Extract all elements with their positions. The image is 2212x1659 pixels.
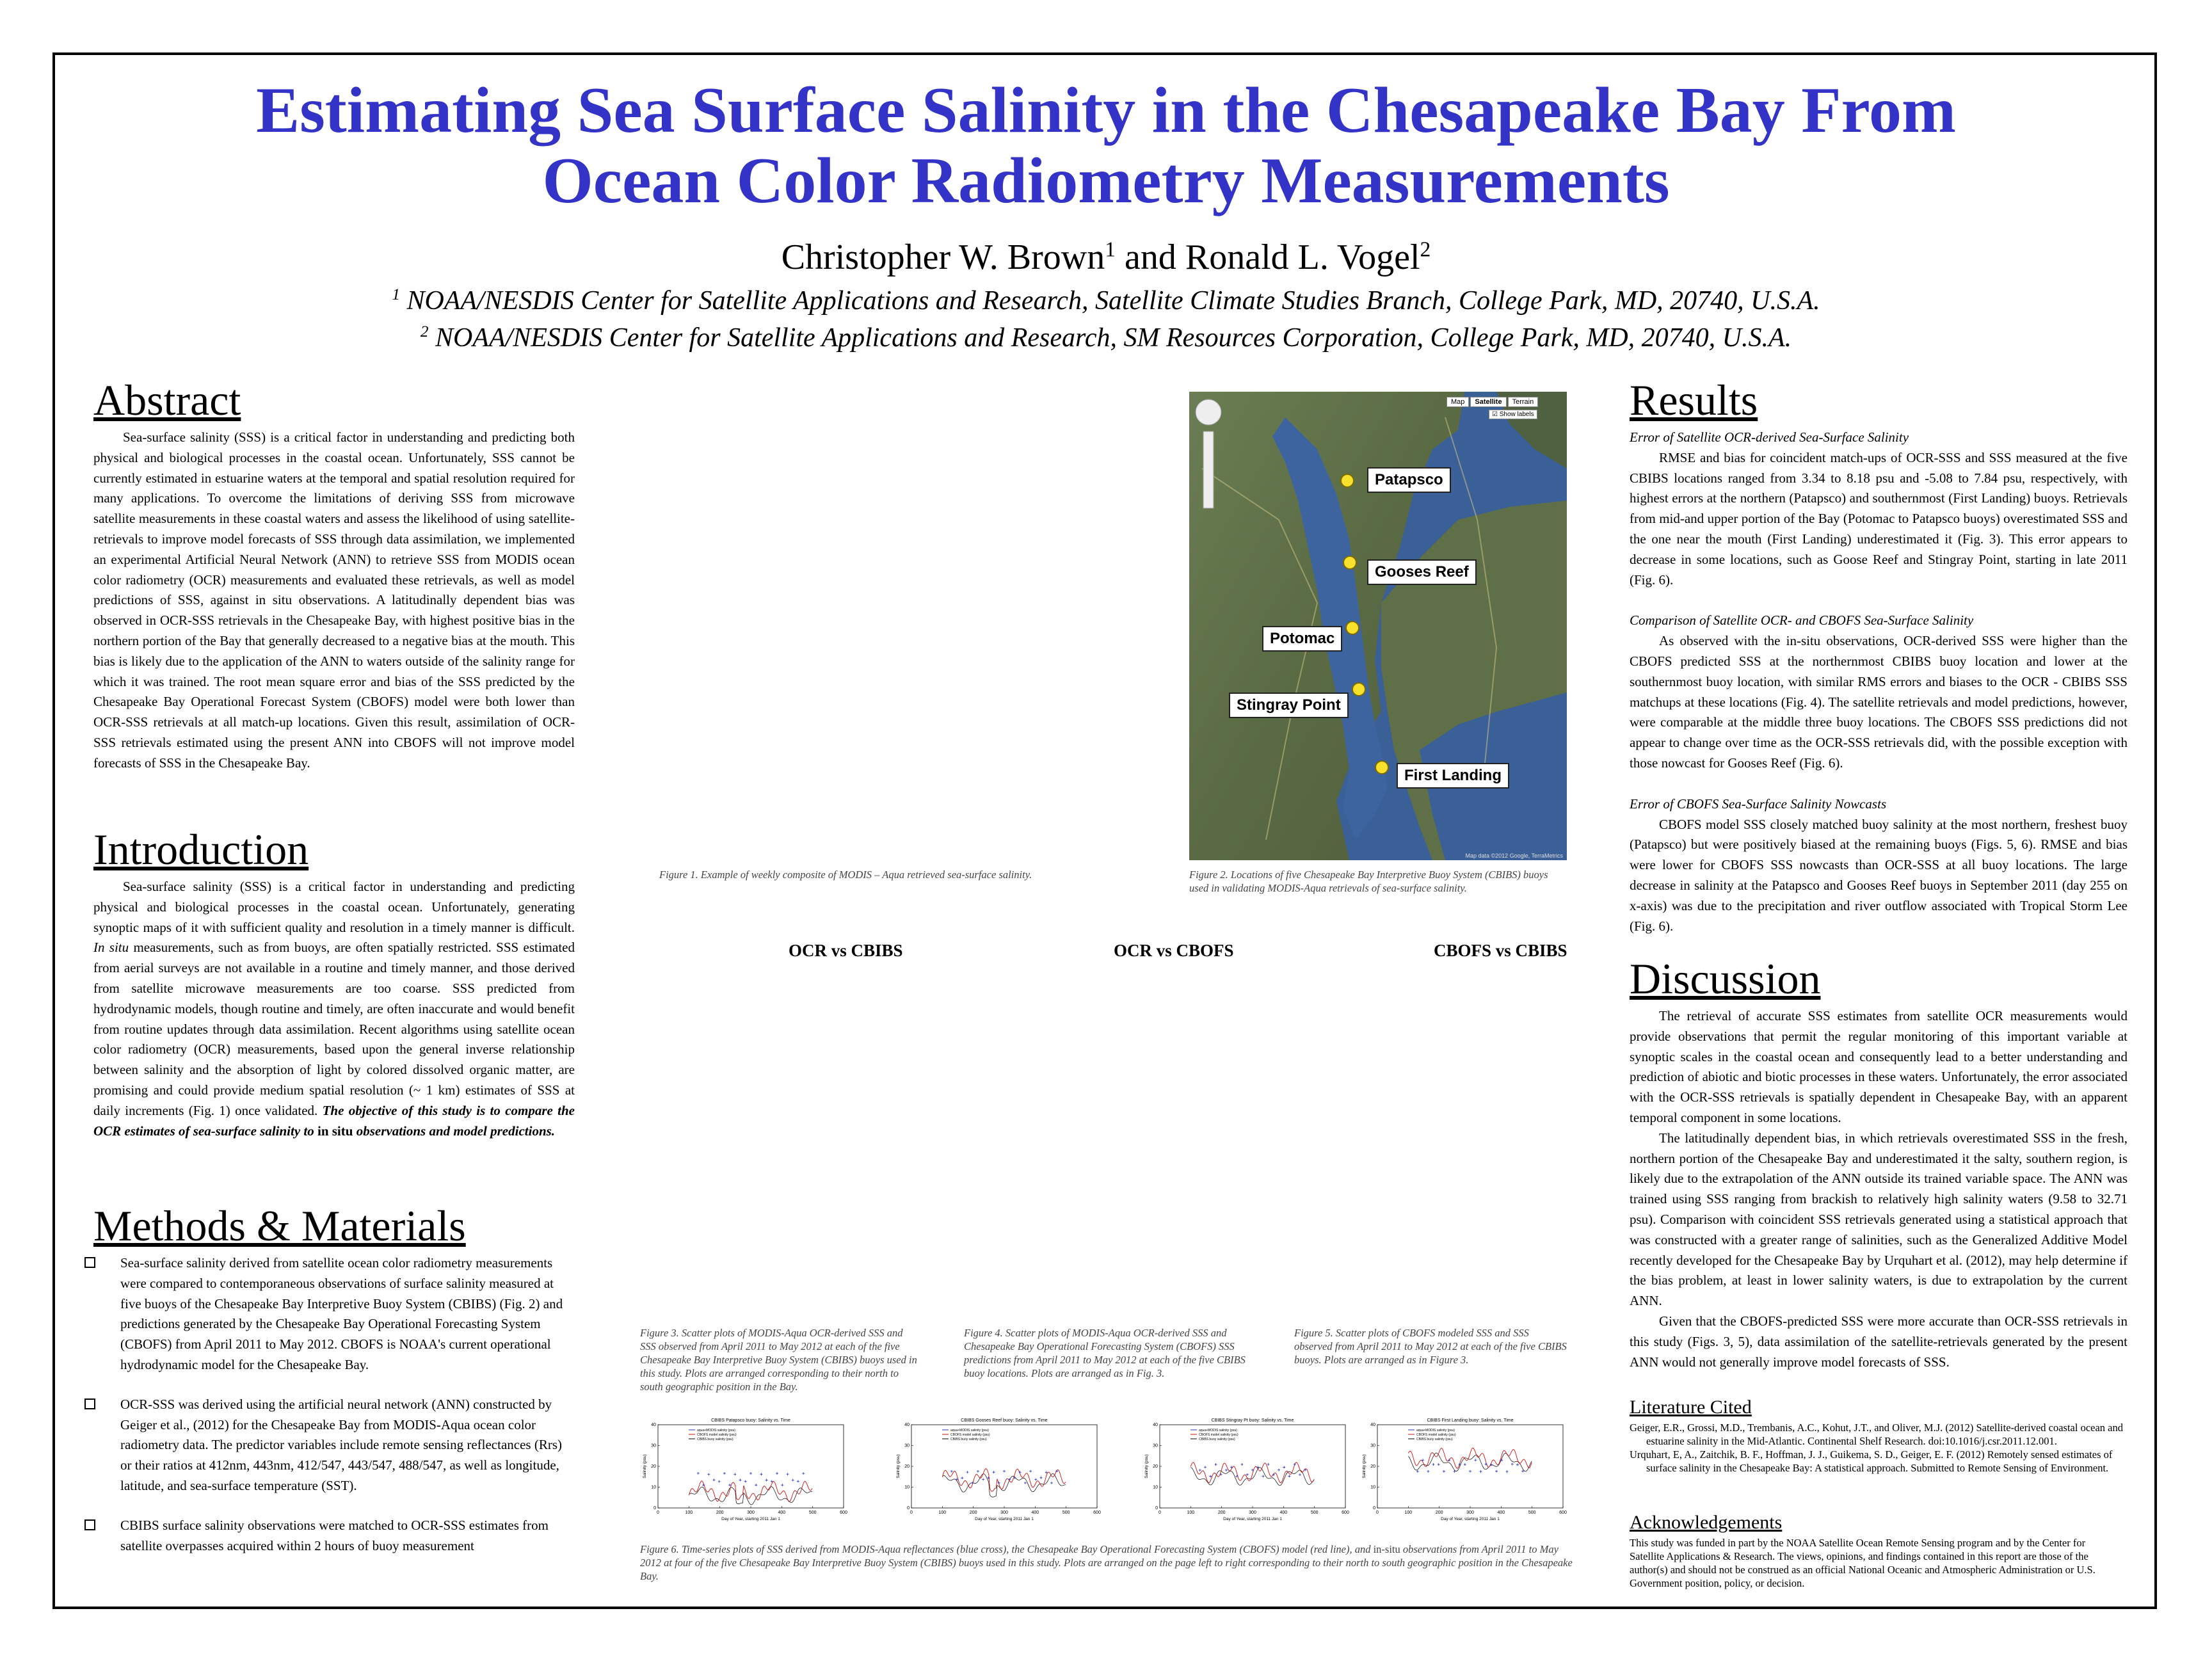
x-tick-label: 500	[1062, 1511, 1070, 1515]
plot-title: CBIBS Gooses Reef buoy: Salinity vs. Time	[961, 1418, 1048, 1423]
modis-point	[765, 1479, 768, 1481]
modis-point	[797, 1480, 799, 1482]
legend-label: aqua+MODIS salinity (psu)	[1416, 1429, 1455, 1432]
modis-point	[1214, 1463, 1217, 1466]
modis-point	[1003, 1470, 1006, 1473]
results-p1: RMSE and bias for coincident match-ups of OCR-SSS and SSS measured at the five CBIBS locations ranged from 3.34 to 8.18 psu and -5.08 to 7.84 psu, respectively, with highest errors at the northern (Patapsco) and southernmost (First Landing) buoys. Retrievals from mid-and upper portion of the Bay (Potomac to Patapsco buoys) overestimated SSS and the one near the mouth (First Landing) underestimated it (Fig. 3). This error appears to decrease in some locations, such as Goose Reef and Stingray Point, starting in late 2011 (Fig. 6).	[1630, 449, 2128, 588]
intro-text-2: measurements, such as from buoys, are often spatially restricted. SSS estimated from aerial surveys are not available in a routine and timely manner, and those derived from satellite microwave measurements are too coarse. SSS predicted from hydrodynamic models, though routine and timely, are often inaccurate and would benefit from routine updates through data assimilation. Recent algorithms using satellite ocean color radiometry (OCR) measurements, based upon the general inverse relationship between salinity and the absorption of light by colored dissolved organic matter, are promising and could provide medium spatial resolution (~ 1 km) estimates of SSS at daily increments (Fig. 1) once validated.	[93, 940, 575, 1118]
legend-label: CBOFS model salinity (psu)	[1416, 1433, 1456, 1437]
legend-label: CBIBS buoy salinity (psu)	[950, 1438, 987, 1441]
plot-title: CBIBS First Landing buoy: Salinity vs. Time	[1427, 1418, 1514, 1423]
y-tick-label: 40	[904, 1423, 910, 1427]
x-tick-label: 300	[747, 1511, 755, 1515]
modis-point	[723, 1472, 726, 1475]
y-axis-label: Salinity (psu)	[1144, 1454, 1149, 1479]
figure-5-caption: Figure 5. Scatter plots of CBOFS modeled SSS and SSS observed from April 2011 to May 2012 at each of the five CBIBS buoys. Plots are arranged as in Figure 3.	[1294, 1327, 1567, 1366]
results-p3: CBOFS model SSS closely matched buoy salinity at the most northern, freshest buoy (Patapsco) but were positively biased at the remaining buoys (Figs. 5, 6). RMSE and bias were lower for CBOFS SSS nowcasts than OCR-SSS at all buoy locations. The large decrease in salinity at the Patapsco and Gooses Reef buoys in September 2011 (day 255 on x-axis) was due to the precipitation and river outflow associated with Tropical Storm Lee (Fig. 6).	[1630, 816, 2128, 934]
y-tick-label: 0	[653, 1506, 656, 1511]
modis-point	[1246, 1473, 1249, 1476]
modis-point	[1516, 1463, 1519, 1466]
modis-point	[1299, 1473, 1301, 1476]
modis-point	[1034, 1479, 1037, 1481]
x-axis-label: Day of Year, starting 2011 Jan 1	[721, 1517, 780, 1521]
modis-point	[1267, 1463, 1270, 1466]
modis-point	[760, 1473, 762, 1475]
figure-3-caption: Figure 3. Scatter plots of MODIS-Aqua OCR-derived SSS and SSS observed from April 2011 to May 2012 at each of the five Chesapeake Bay Interpretive Buoy System (CBIBS) buoys used in this study. Plots are arranged corresponding to their north to south geographic position in the Bay.	[640, 1327, 917, 1393]
poster-title-line2: Ocean Color Radiometry Measurements	[542, 145, 1670, 217]
x-tick-label: 100	[1404, 1511, 1413, 1515]
checkbox-icon	[84, 1519, 95, 1530]
legend-label: CBIBS buoy salinity (psu)	[697, 1438, 733, 1441]
modis-point	[1241, 1463, 1244, 1466]
methods-bullet-2	[82, 1395, 575, 1496]
map-type-buttons	[1447, 397, 1538, 407]
x-tick-label: 0	[1376, 1511, 1379, 1515]
modis-point	[733, 1473, 736, 1475]
modis-point	[982, 1478, 984, 1480]
legend-label: CBOFS model salinity (psu)	[1199, 1433, 1238, 1437]
x-tick-label: 100	[938, 1511, 947, 1515]
modis-point	[1432, 1463, 1434, 1466]
x-tick-label: 100	[1187, 1511, 1195, 1515]
y-axis-label: Salinity (psu)	[896, 1454, 901, 1479]
map-attribution: Map data ©2012 Google, TerraMetrics	[1465, 853, 1563, 859]
abstract-body	[93, 428, 575, 774]
legend-label: CBOFS model salinity (psu)	[697, 1433, 737, 1437]
column-header-ocr-vs-cbofs: OCR vs CBOFS	[1114, 941, 1234, 960]
y-tick-label: 20	[1153, 1464, 1158, 1469]
buoy-dot-gooses-reef	[1343, 556, 1357, 570]
figure-4-caption: Figure 4. Scatter plots of MODIS-Aqua OCR-derived SSS and Chesapeake Bay Operational Forecasting System (CBOFS) SSS predictions from April 2011 to May 2012 at each of the five CBIBS buoy locations. Plots are arranged as in Fig. 3.	[964, 1327, 1246, 1379]
map-label-patapsco: Patapsco	[1367, 467, 1451, 493]
figure-2-caption: Figure 2. Locations of five Chesapeake Bay Interpretive Buoy System (CBIBS) buoys used in validating MODIS-Aqua retrievals of sea-surface salinity.	[1189, 869, 1548, 894]
affiliation-2	[0, 323, 2212, 353]
author-2: Ronald L. Vogel	[1185, 237, 1420, 277]
modis-point	[787, 1473, 789, 1475]
x-tick-label: 500	[1310, 1511, 1318, 1515]
intro-insitu: In situ	[93, 940, 129, 956]
modis-point	[718, 1480, 721, 1483]
modis-point	[1506, 1470, 1509, 1473]
map-button[interactable]: Map	[1447, 397, 1469, 407]
modis-point	[1040, 1477, 1043, 1479]
modis-point	[1511, 1463, 1514, 1466]
cbofs-series-line	[1190, 1463, 1314, 1483]
intro-objective-end: observations and model predictions.	[356, 1123, 556, 1139]
map-label-stingray-point: Stingray Point	[1229, 693, 1349, 718]
modis-point	[987, 1477, 990, 1479]
modis-point	[707, 1473, 710, 1475]
x-axis-label: Day of Year, starting 2011 Jan 1	[975, 1517, 1034, 1521]
abstract-heading: Abstract	[93, 376, 241, 424]
results-sub-1: Error of Satellite OCR-derived Sea-Surface Salinity	[1630, 429, 1909, 445]
y-tick-label: 30	[651, 1443, 656, 1448]
modis-point	[1495, 1470, 1498, 1473]
figure-1-caption: Figure 1. Example of weekly composite of MODIS – Aqua retrieved sea-surface salinity.	[659, 869, 1032, 881]
x-tick-label: 0	[910, 1511, 913, 1515]
author-1-sup: 1	[1105, 237, 1116, 262]
figure-6-caption	[640, 1543, 1575, 1583]
introduction-text	[93, 877, 575, 1141]
plot-frame	[1160, 1425, 1345, 1508]
acknowledgements-heading: Acknowledgements	[1630, 1512, 1783, 1533]
modis-point	[728, 1484, 731, 1486]
affiliation-1-sup: 1	[392, 286, 400, 303]
modis-point	[961, 1477, 963, 1479]
abstract-text: Sea-surface salinity (SSS) is a critical factor in understanding and predicting both physical and biological processes in the coastal ocean. Unfortunately, SSS cannot be currently estimated in estuarine waters at the temporal and spatial resolution required for many applications. To overcome the limitations of deriving SSS from microwave satellite measurements in these coastal waters and assess the likelihood of using satellite-retrievals to improve model forecasts of SSS through data assimilation, we implemented an experimental Artificial Neural Network (ANN) to retrieve SSS from MODIS ocean color radiometry (OCR) measurements and evaluated these retrievals, as well as model predictions of SSS, against in situ observations. A latitudinally dependent bias was observed in OCR-SSS retrievals in the Chesapeake Bay, with highest positive bias in the northern portion of the Bay that generally decreased to a negative bias at the mouth. This bias is likely due to the application of the ANN to waters outside of the salinity range for which it was trained. The root mean square error and bias of the SSS predicted by the Chesapeake Bay Operational Forecast System (CBOFS) model were both lower than OCR-SSS retrievals at all match-up locations. Given this result, assimilation of OCR-SSS retrievals estimated using the present ANN into CBOFS will not improve model forecasts of SSS in the Chesapeake Bay.	[93, 429, 575, 771]
modis-point	[993, 1471, 995, 1473]
x-tick-label: 200	[716, 1511, 724, 1515]
plot-frame	[658, 1425, 844, 1508]
modis-point	[802, 1472, 805, 1475]
modis-point	[749, 1472, 752, 1475]
column-header-cbofs-vs-cbibs: CBOFS vs CBIBS	[1434, 941, 1567, 960]
y-tick-label: 30	[904, 1443, 910, 1448]
acknowledgements-text: This study was funded in part by the NOAA Satellite Ocean Remote Sensing program and by the Center for Satellite Applications & Research. The views, opinions, and findings contained in this report are those of the author(s) and should not be construed as an official National Oceanic and Atmospheric Administration or U.S. Government position, policy, or decision.	[1630, 1537, 2096, 1589]
cbibs-series-line	[1408, 1453, 1532, 1471]
x-tick-label: 0	[1158, 1511, 1161, 1515]
modis-point	[697, 1472, 700, 1475]
x-tick-label: 600	[1093, 1511, 1101, 1515]
cbibs-series-line	[689, 1487, 812, 1505]
show-labels-text: Show labels	[1499, 411, 1534, 418]
modis-point	[792, 1479, 794, 1482]
legend-label: CBOFS model salinity (psu)	[950, 1433, 990, 1437]
buoy-location-map	[1189, 392, 1567, 860]
plot-frame	[911, 1425, 1097, 1508]
y-axis-label: Salinity (psu)	[643, 1454, 647, 1479]
discussion-p3: Given that the CBOFS-predicted SSS were more accurate than OCR-SSS retrievals in this study (Figs. 3, 5), data assimilation of the satellite-retrievals generated by the present ANN would not generally improve model forecasts of SSS.	[1630, 1313, 2128, 1370]
plot-frame	[1377, 1425, 1563, 1508]
y-tick-label: 20	[904, 1464, 910, 1469]
show-labels-checkbox[interactable]: ☑ Show labels	[1489, 410, 1537, 419]
reference-2: Urquhart, E, A., Zaitchik, B. F., Hoffman, J. J., Guikema, S. D., Geiger, E. F. (2012) Remotely sensed estimates of surface salinity in the Chesapeake Bay: A statistical approach. Submitted to Remote Sensing of Environment.	[1630, 1448, 2113, 1474]
x-axis-label: Day of Year, starting 2011 Jan 1	[1441, 1517, 1500, 1521]
modis-point	[1029, 1470, 1032, 1473]
y-tick-label: 0	[907, 1506, 910, 1511]
y-tick-label: 40	[1370, 1423, 1375, 1427]
modis-point	[781, 1484, 783, 1486]
x-tick-label: 500	[1528, 1511, 1536, 1515]
terrain-button[interactable]: Terrain	[1508, 397, 1539, 407]
timeseries-plot-first-landing	[1359, 1416, 1571, 1528]
buoy-dot-patapsco	[1340, 474, 1354, 488]
checkbox-icon	[84, 1257, 95, 1268]
x-tick-label: 600	[1342, 1511, 1349, 1515]
modis-point	[1204, 1466, 1206, 1468]
map-label-first-landing: First Landing	[1397, 763, 1509, 789]
modis-point	[744, 1480, 747, 1483]
y-tick-label: 30	[1153, 1443, 1158, 1448]
y-tick-label: 30	[1370, 1443, 1375, 1448]
introduction-heading: Introduction	[93, 825, 309, 874]
y-tick-label: 40	[1153, 1423, 1158, 1427]
x-tick-label: 200	[969, 1511, 977, 1515]
modis-point	[776, 1472, 778, 1475]
modis-point	[950, 1470, 953, 1473]
methods-bullet-1-text: Sea-surface salinity derived from satellite ocean color radiometry measurements were compared to contemporaneous observations of surface salinity measured at five buoys of the Chesapeake Bay Interpretive Buoy System (CBIBS) (Fig. 2) and predictions generated by the Chesapeake Bay Operational Forecasting System (CBOFS) from April 2011 to May 2012. CBOFS is NOAA's current operational hydrodynamic model for the Chesapeake Bay.	[120, 1255, 563, 1372]
plot-title: CBIBS Patapsco buoy: Salinity vs. Time	[711, 1418, 790, 1423]
results-heading: Results	[1630, 376, 1758, 424]
modis-point	[966, 1471, 968, 1473]
y-tick-label: 20	[1370, 1464, 1375, 1469]
modis-point	[1438, 1463, 1440, 1466]
x-tick-label: 400	[778, 1511, 786, 1515]
modis-point	[1024, 1482, 1027, 1484]
y-tick-label: 40	[651, 1423, 656, 1427]
timeseries-plot-patapsco	[640, 1416, 851, 1528]
methods-bullet-3-text: CBIBS surface salinity observations were matched to OCR-SSS estimates from satellite overpasses acquired within 2 hours of buoy measurement	[120, 1517, 549, 1553]
satellite-button[interactable]: Satellite	[1470, 397, 1506, 407]
x-tick-label: 0	[657, 1511, 659, 1515]
intro-objective: The objective of this study is to compare the OCR estimates of sea-surface salinity to	[93, 1102, 575, 1139]
cbofs-series-line	[1408, 1448, 1532, 1468]
column-header-ocr-vs-cbibs: OCR vs CBIBS	[789, 941, 903, 960]
methods-bullet-3	[82, 1516, 575, 1557]
affiliation-1-text: NOAA/NESDIS Center for Satellite Applications and Research, Satellite Climate Studies Branch, College Park, MD, 20740, U.S.A.	[399, 286, 1820, 316]
y-tick-label: 0	[1373, 1506, 1375, 1511]
modis-point	[1230, 1466, 1233, 1468]
x-tick-label: 400	[1279, 1511, 1288, 1515]
x-tick-label: 300	[1000, 1511, 1008, 1515]
x-tick-label: 300	[1249, 1511, 1256, 1515]
map-image	[1189, 392, 1567, 860]
map-label-potomac: Potomac	[1262, 626, 1342, 652]
legend-label: CBIBS buoy salinity (psu)	[1416, 1438, 1453, 1441]
affiliation-2-text: NOAA/NESDIS Center for Satellite Applications and Research, SM Resources Corporation, College Park, MD, 20740, U.S.A.	[428, 323, 1792, 353]
y-axis-label: Salinity (psu)	[1362, 1454, 1366, 1479]
x-tick-label: 200	[1435, 1511, 1443, 1515]
discussion-heading: Discussion	[1630, 954, 1821, 1003]
legend-label: aqua+MODIS salinity (psu)	[1199, 1429, 1237, 1432]
literature-refs	[1630, 1421, 2128, 1475]
legend-label: CBIBS buoy salinity (psu)	[1199, 1438, 1235, 1441]
modis-point	[755, 1484, 757, 1486]
modis-point	[1050, 1482, 1053, 1484]
modis-point	[1225, 1469, 1228, 1471]
affiliation-1	[0, 285, 2212, 316]
discussion-p2: The latitudinally dependent bias, in which retrievals overestimated SSS in the fresh, northern portion of the Chesapeake Bay and underestimated it the salty, southern region, is likely due to the extrapolation of the ANN outside its trained variable space. The ANN was trained using SSS ranging from brackish to relatively high salinity waters (9.58 to 32.71 psu). Comparison with coincident SSS retrievals generated using a statistical approach that was constructed with a greater range of salinities, such as the Generalized Additive Model recently developed for the Chesapeake Bay by Urquhart et al. (2012), may help determine if the bias problem, at least in lower salinity waters, is due to extrapolation by the current ANN.	[1630, 1130, 2128, 1309]
plot-title: CBIBS Stingray Pt buoy: Salinity vs. Time	[1211, 1418, 1294, 1423]
modis-point	[712, 1479, 715, 1481]
legend-label: aqua+MODIS salinity (psu)	[697, 1429, 735, 1432]
modis-point	[1209, 1475, 1212, 1478]
intro-text-1: Sea-surface salinity (SSS) is a critical factor in understanding and predicting physical and biological processes in the coastal ocean. Unfortunately, generating synoptic maps of it with sufficient quality and resolution in a timely manner is difficult.	[93, 879, 575, 935]
figure-6-caption-a: Figure 6. Time-series plots of SSS derived from MODIS-Aqua reflectances (blue cross), the Chesapeake Bay Operational Forecasting System (CBOFS) model (red line), and	[640, 1543, 1374, 1555]
y-tick-label: 10	[904, 1485, 910, 1490]
x-tick-label: 300	[1466, 1511, 1474, 1515]
modis-point	[1416, 1470, 1419, 1473]
timeseries-plot-gooses-reef	[894, 1416, 1105, 1528]
modis-point	[1262, 1475, 1264, 1477]
figure-6-insitu: in-situ	[1373, 1543, 1400, 1555]
figure-6-caption-b: observations from April 2011 to May 2012 at four of the five Chesapeake Bay Interpretive Buoy System (CBIBS) buoys used in this study. Plots are arranged on the page left to right corresponding to their north to south geographic position in the Chesapeake Bay.	[640, 1543, 1573, 1582]
x-tick-label: 100	[685, 1511, 693, 1515]
modis-point	[972, 1482, 974, 1484]
authors	[0, 237, 2212, 278]
author-2-sup: 2	[1420, 237, 1431, 262]
modis-point	[1288, 1475, 1291, 1477]
timeseries-plot-stingray-pt	[1142, 1416, 1353, 1528]
discussion-body	[1630, 1006, 2128, 1372]
x-tick-label: 500	[808, 1511, 817, 1515]
results-body	[1630, 428, 2128, 936]
x-tick-label: 400	[1497, 1511, 1505, 1515]
poster-title-line1: Estimating Sea Surface Salinity in the Chesapeake Bay From	[256, 74, 1956, 147]
results-sub-2: Comparison of Satellite OCR- and CBOFS Sea-Surface Salinity	[1630, 613, 1974, 629]
modis-point	[1283, 1466, 1285, 1469]
map-label-gooses-reef: Gooses Reef	[1367, 559, 1477, 585]
legend-label: aqua+MODIS salinity (psu)	[950, 1429, 989, 1432]
y-tick-label: 10	[651, 1485, 656, 1490]
modis-point	[1474, 1459, 1477, 1461]
modis-point	[1469, 1470, 1471, 1473]
buoy-dot-stingray-point	[1352, 682, 1366, 696]
x-tick-label: 600	[840, 1511, 847, 1515]
methods-heading: Methods & Materials	[93, 1201, 466, 1250]
literature-heading: Literature Cited	[1630, 1397, 1752, 1418]
modis-point	[1199, 1469, 1201, 1471]
y-tick-label: 20	[651, 1464, 656, 1469]
modis-point	[1479, 1470, 1482, 1473]
affiliation-2-sup: 2	[420, 323, 429, 341]
x-axis-label: Day of Year, starting 2011 Jan 1	[1223, 1517, 1282, 1521]
discussion-p1: The retrieval of accurate SSS estimates from satellite OCR measurements would provide observations that permit the regular monitoring of this important variable at synoptic scales in the coastal ocean and consequently lead to a better understanding and prediction of abiotic and biotic processes in these waters. Unfortunately, the error associated with the OCR-SSS retrievals is spatially dependent in Chesapeake Bay, with an apparent temporal component in some locations.	[1630, 1008, 2128, 1125]
intro-objective-insitu: in situ	[314, 1123, 357, 1139]
x-tick-label: 200	[1217, 1511, 1226, 1515]
methods-bullet-1	[82, 1253, 575, 1375]
y-tick-label: 0	[1155, 1506, 1158, 1511]
modis-point	[1278, 1469, 1280, 1471]
modis-point	[739, 1479, 742, 1481]
modis-point	[1443, 1470, 1445, 1473]
buoy-dot-potomac	[1345, 621, 1359, 635]
y-tick-label: 10	[1370, 1485, 1375, 1490]
methods-bullet-2-text: OCR-SSS was derived using the artificial neural network (ANN) constructed by Geiger et al., (2012) for the Chesapeake Bay from MODIS-Aqua ocean color radiometry data. The predictor variables include remote sensing reflectances (Rrs) or their ratios at 412nm, 443nm, 412/547, 443/547, 488/547, as well as longitude, latitude, and sea-surface temperature (SST).	[120, 1396, 562, 1493]
cbofs-series-line	[689, 1481, 812, 1502]
reference-1: Geiger, E.R., Grossi, M.D., Trembanis, A.C., Kohut, J.T., and Oliver, M.J. (2012) Satellite-derived coastal ocean and estuarine salinity in the Mid-Atlantic. Continental Shelf Research. doi:10.1016/j.csr.2011.12.001.	[1630, 1422, 2123, 1447]
results-sub-3: Error of CBOFS Sea-Surface Salinity Nowcasts	[1630, 796, 1887, 812]
introduction-body	[93, 877, 575, 1141]
x-tick-label: 600	[1559, 1511, 1567, 1515]
methods-bullets	[82, 1253, 575, 1575]
modis-point	[977, 1470, 979, 1473]
y-tick-label: 10	[1153, 1485, 1158, 1490]
buoy-dot-first-landing	[1375, 760, 1389, 774]
checkbox-icon	[84, 1399, 95, 1409]
author-1: Christopher W. Brown	[781, 237, 1105, 277]
results-p2: As observed with the in-situ observations, OCR-derived SSS were higher than the CBOFS predicted SSS at the northernmost CBIBS buoy location and lower at the southernmost buoy location, with similar RMS errors and biases to the OCR - CBIBS SSS matchups at these locations (Fig. 4). The satellite retrievals and model predictions, however, were comparable at the middle three buoy locations. The CBOFS SSS predictions did not appear to change over time as the OCR-SSS retrievals did, with the possible exception with those nowcast for Gooses Reef (Fig. 6).	[1630, 633, 2128, 771]
modis-point	[1464, 1463, 1466, 1466]
modis-point	[1427, 1470, 1429, 1473]
author-and: and	[1116, 237, 1185, 277]
x-tick-label: 400	[1031, 1511, 1039, 1515]
